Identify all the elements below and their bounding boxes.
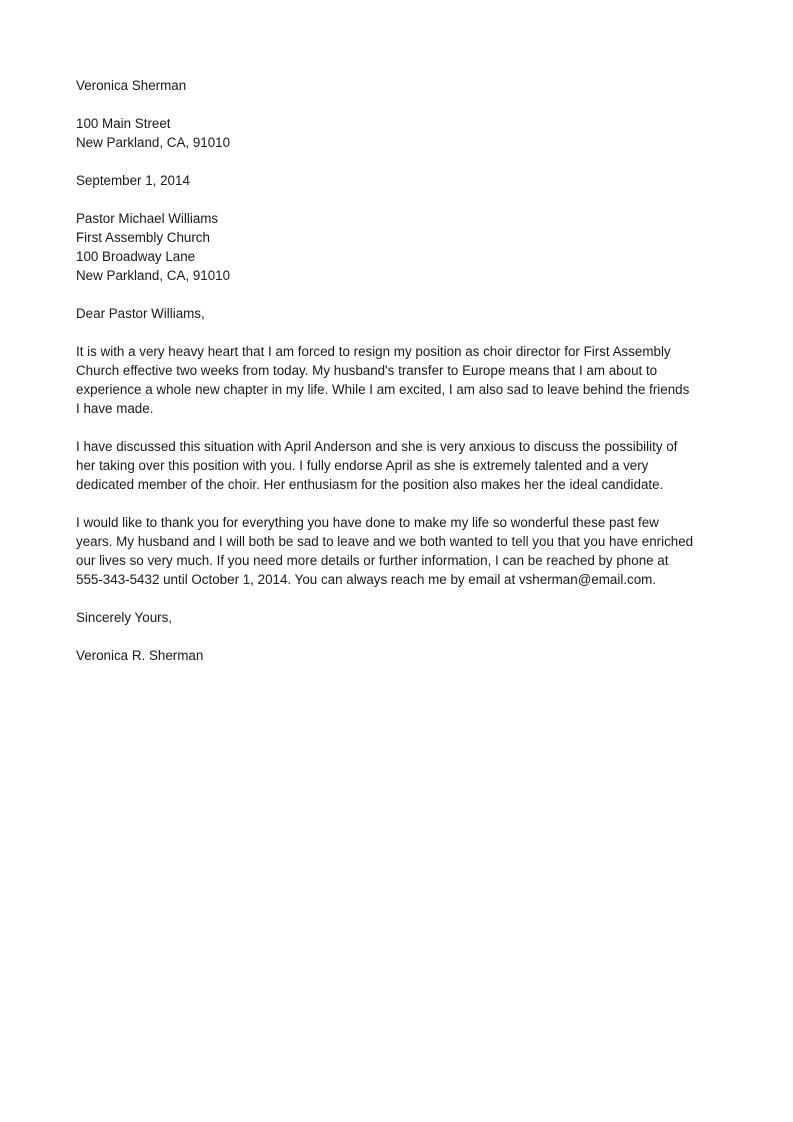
date-block <box>76 171 724 190</box>
salutation: Dear Pastor Williams, <box>76 306 205 321</box>
recipient-address-line1: 100 Broadway Lane <box>76 249 196 264</box>
paragraph-3 <box>76 513 724 589</box>
signature-name: Veronica R. Sherman <box>76 648 204 663</box>
recipient-address <box>76 209 724 285</box>
sender-address-line1: 100 Main Street <box>76 116 171 131</box>
paragraph-line: dedicated member of the choir. Her enthusiasm for the position also makes her the ideal candidate. <box>76 477 664 492</box>
salutation-block <box>76 304 724 323</box>
paragraph-line: I have made. <box>76 401 154 416</box>
paragraph-line: Church effective two weeks from today. My husband's transfer to Europe means that I am about to <box>76 363 658 378</box>
paragraph-line: years. My husband and I will both be sad to leave and we both wanted to tell you that you have enriched <box>76 534 694 549</box>
paragraph-2 <box>76 437 724 494</box>
sender-name: Veronica Sherman <box>76 78 187 93</box>
paragraph-line: her taking over this position with you. I fully endorse April as she is extremely talented and a very <box>76 458 649 473</box>
paragraph-line: It is with a very heavy heart that I am forced to resign my position as choir director for First Assembly <box>76 344 671 359</box>
letter-body <box>76 76 724 684</box>
closing: Sincerely Yours, <box>76 610 173 625</box>
paragraph-line: I have discussed this situation with April Anderson and she is very anxious to discuss the possibility of <box>76 439 678 454</box>
signature-block <box>76 646 724 665</box>
paragraph-line: experience a whole new chapter in my life. While I am excited, I am also sad to leave behind the friends <box>76 382 690 397</box>
recipient-address-line2: New Parkland, CA, 91010 <box>76 268 231 283</box>
paragraph-line: 555-343-5432 until October 1, 2014. You can always reach me by email at vsherman@email.com. <box>76 572 657 587</box>
closing-block <box>76 608 724 627</box>
sender-name-block <box>76 76 724 95</box>
paragraph-1 <box>76 342 724 418</box>
recipient-organization: First Assembly Church <box>76 230 210 245</box>
recipient-name: Pastor Michael Williams <box>76 211 219 226</box>
paragraph-line: I would like to thank you for everything you have done to make my life so wonderful these past few <box>76 515 659 530</box>
paragraph-line: our lives so very much. If you need more details or further information, I can be reached by phone at <box>76 553 669 568</box>
letter-date: September 1, 2014 <box>76 173 190 188</box>
sender-address-line2: New Parkland, CA, 91010 <box>76 135 231 150</box>
sender-address <box>76 114 724 152</box>
